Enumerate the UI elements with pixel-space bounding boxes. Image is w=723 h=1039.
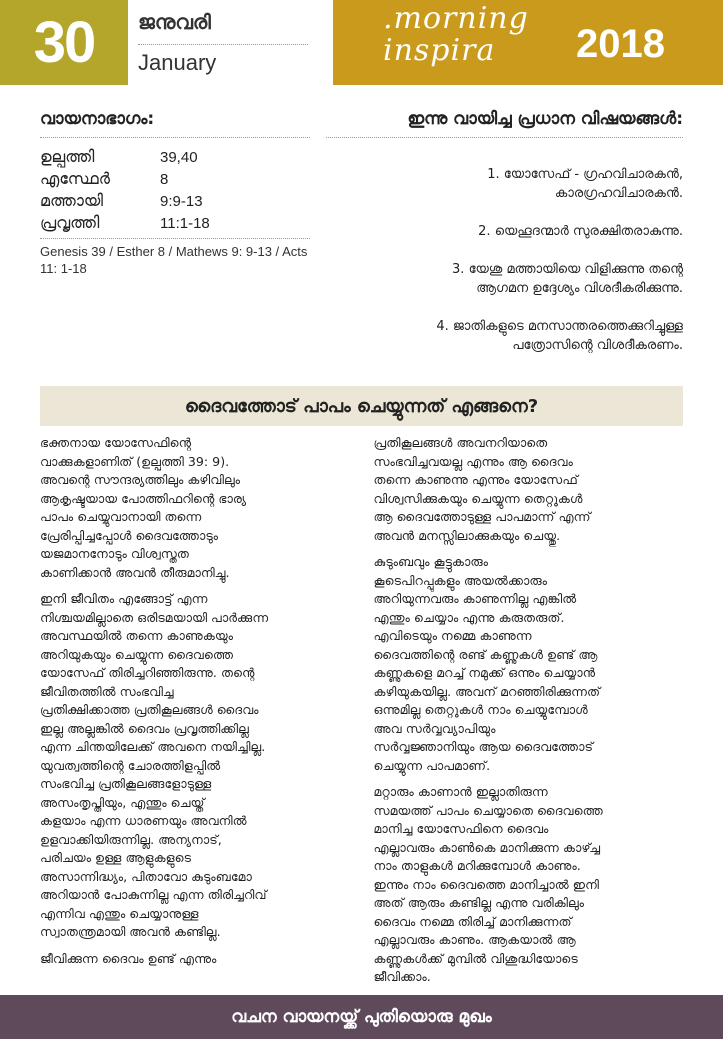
article-paragraph: കുടുംബവും കൂട്ടുകാരും കൂടെപിറപ്പുകളും അയൽക്കാരും അറിയുന്നവരും കാണുന്നില്ല എങ്കിൽ എന്തും ചെയ്യാം എന്നു കരുതരുത്. എവിടെയും നമ്മെ കാണുന്ന ദൈവത്തിന്റെ രണ്ട് കണ്ണുകൾ ഉണ്ട് ആ കണ്ണുകളെ മറച്ച് നമുക്ക് ഒന്നും ചെയ്യാൻ കഴിയുകയില്ല. അവന് മറഞ്ഞിരിക്കുന്നത് ഒന്നുമില്ല തെറ്റുകൾ നാം ചെയ്യുമ്പോൾ അവ സർവ്വവ്യാപിയും സർവ്വജ്ഞാനിയും ആയ ദൈവത്തോട് ചെയ്യുന്ന പാപമാണ്. [373, 554, 601, 773]
brand-year: 2018 [576, 22, 665, 66]
topics-heading: ഇന്നു വായിച്ച പ്രധാന വിഷയങ്ങൾ: [326, 109, 683, 138]
brand-line-2: inspira [383, 33, 496, 68]
reading-list [40, 146, 310, 239]
article-column-right [374, 434, 694, 995]
reading-book: എസ്ഥേർ [40, 169, 110, 188]
article-paragraph: പ്രതികൂലങ്ങൾ അവനറിയാതെ സംഭവിച്ചവയല്ല എന്നും ആ ദൈവം തന്നെ കാണുന്നു എന്നും യോസേഫ് വിശ്വസിക്കുകയും ചെയ്യുന്ന തെറ്റുകൾ ആ ദൈവത്തോടുള്ള പാപമാന്ന് എന്ന് അവൻ മനസ്സിലാക്കുകയും ചെയ്തു. [373, 435, 591, 543]
article-paragraph: ജീവിക്കുന്ന ദൈവം ഉണ്ട് എന്നും [40, 950, 217, 966]
article-body [0, 426, 723, 995]
reading-book: ഉല്പത്തി [40, 147, 95, 166]
english-references: Genesis 39 / Esther 8 / Mathews 9: 9-13 / Acts 11: 1-18 [40, 244, 308, 276]
topic-item: 3. യേശു മത്തായിയെ വിളിക്കുന്നു തന്റെ ആഗമന ഉദ്ദേശ്യം വിശദീകരിക്കുന്നു. [452, 262, 683, 296]
reading-item [40, 212, 310, 234]
reading-ref: 11:1-18 [160, 214, 210, 232]
topic-item: 1. യോസേഫ് - ഗ്രഹവിചാരകൻ, കാരഗ്രഹവിചാരകൻ. [487, 167, 683, 201]
reading-ref: 8 [160, 170, 169, 188]
article-paragraph: ഇനി ജീവിതം എങ്ങോട്ട് എന്ന നിശ്ചയമില്ലാതെ ഒരിടമയായി പാർക്കുന്ന അവസ്ഥയിൽ തന്നെ കാണുകയും അറിയുകയും ചെയ്യുന്ന ദൈവത്തെ യോസേഫ് തിരിച്ചറിഞ്ഞിരുന്നു. തന്റെ ജീവിതത്തിൽ സംഭവിച്ച പ്രതിക്ഷിക്കാത്ത പ്രതികൂലങ്ങൾ ദൈവം ഇല്ല അല്ലങ്കിൽ ദൈവം പ്രവൃത്തിക്കില്ല എന്ന ചിന്തയിലേക്ക് അവനെ നയിച്ചില്ല. യുവത്വത്തിന്റെ ചോരത്തിളപ്പിൽ സംഭവിച്ച പ്രതികൂലങ്ങളോടുള്ള അസംതൃപ്തിയും, എന്തും ചെയ്ത് കളയാം എന്ന ധാരണയും അവനിൽ ഉളവാക്കിയിരുന്നില്ല. അന്യനാട്, പരിചയം ഉള്ള ആളുകളുടെ അസാന്നിദ്ധ്യം, പിതാവോ കുടുംബമോ അറിയാൻ പോകുന്നില്ല എന്ന തിരിച്ചറിവ് എന്നിവ എന്തും ചെയ്യാനുള്ള സ്വാതന്ത്രമായി അവൻ കണ്ടില്ല. [40, 591, 269, 939]
month-divider [138, 44, 308, 45]
brand-logo [383, 1, 529, 68]
article-paragraph: ഭക്തനായ യോസേഫിന്റെ വാക്കുകളാണിത് (ഉല്പത്തി 39: 9). അവന്റെ സൗന്ദര്യത്തിലും കഴിവിലും ആകൃഷ്ടയായ പോത്തിഫറിന്റെ ഭാര്യ പാപം ചെയ്യുവാനായി തന്നെ പ്രേരിപ്പിച്ചപ്പോൾ ദൈവത്തോടും യജമാനനോടും വിശ്വസ്തത കാണിക്കാൻ അവൻ തീരുമാനിച്ചു. [40, 435, 247, 580]
summary-section [0, 85, 723, 374]
topic-item: 4. ജാതികളുടെ മനസാന്തരത്തെക്കുറിച്ചുള്ള പത്രോസിന്റെ വിശദീകരണം. [436, 319, 683, 353]
reading-heading: വായനാഭാഗം: [40, 109, 310, 138]
reading-ref: 9:9-13 [160, 192, 203, 210]
article-paragraph: മറ്റാരും കാണാൻ ഇല്ലാതിരുന്ന സമയത്ത് പാപം ചെയ്യാതെ ദൈവത്തെ മാനിച്ച യോസേഫിനെ ദൈവം എല്ലാവരും കാൺകെ മാനിക്കുന്ന കാഴ്ച്ച നാം താളുകൾ മറിക്കുമ്പോൾ കാണും. ഇന്നും നാം ദൈവത്തെ മാനിച്ചാൽ ഇനി അത് ആരും കണ്ടില്ല എന്നു വരികിലും ദൈവം നമ്മെ തിരിച്ച് മാനിക്കുന്നത് എല്ലാവരും കാണും. ആകയാൽ ആ കണ്ണുകൾക്ക് മുമ്പിൽ വിശുദ്ധിയോടെ ജീവിക്കാം. [373, 784, 603, 984]
brand-banner [333, 0, 723, 85]
reading-section [40, 109, 310, 374]
reading-book: മത്തായി [40, 191, 104, 210]
page-header [0, 0, 723, 85]
article-title: ദൈവത്തോട് പാപം ചെയ്യുന്നത് എങ്ങനെ? [40, 386, 683, 426]
footer-tagline: വചന വായനയ്ക്ക് പുതിയൊരു മുഖം [0, 995, 723, 1039]
reading-book: പ്രവൃത്തി [40, 213, 100, 232]
article-column-left [40, 434, 360, 995]
topic-item: 2. യെഹൂദന്മാർ സുരക്ഷിതരാകുന്നു. [478, 224, 683, 239]
reading-item [40, 146, 310, 168]
reading-ref: 39,40 [160, 148, 198, 166]
day-number: 30 [0, 0, 128, 85]
reading-item [40, 168, 310, 190]
month-english: January [138, 50, 217, 75]
topics-list [326, 146, 683, 374]
month-malayalam: ജനുവരി [138, 10, 211, 34]
topics-section [326, 109, 683, 374]
brand-line-1: .morning [383, 1, 529, 36]
reading-item [40, 190, 310, 212]
